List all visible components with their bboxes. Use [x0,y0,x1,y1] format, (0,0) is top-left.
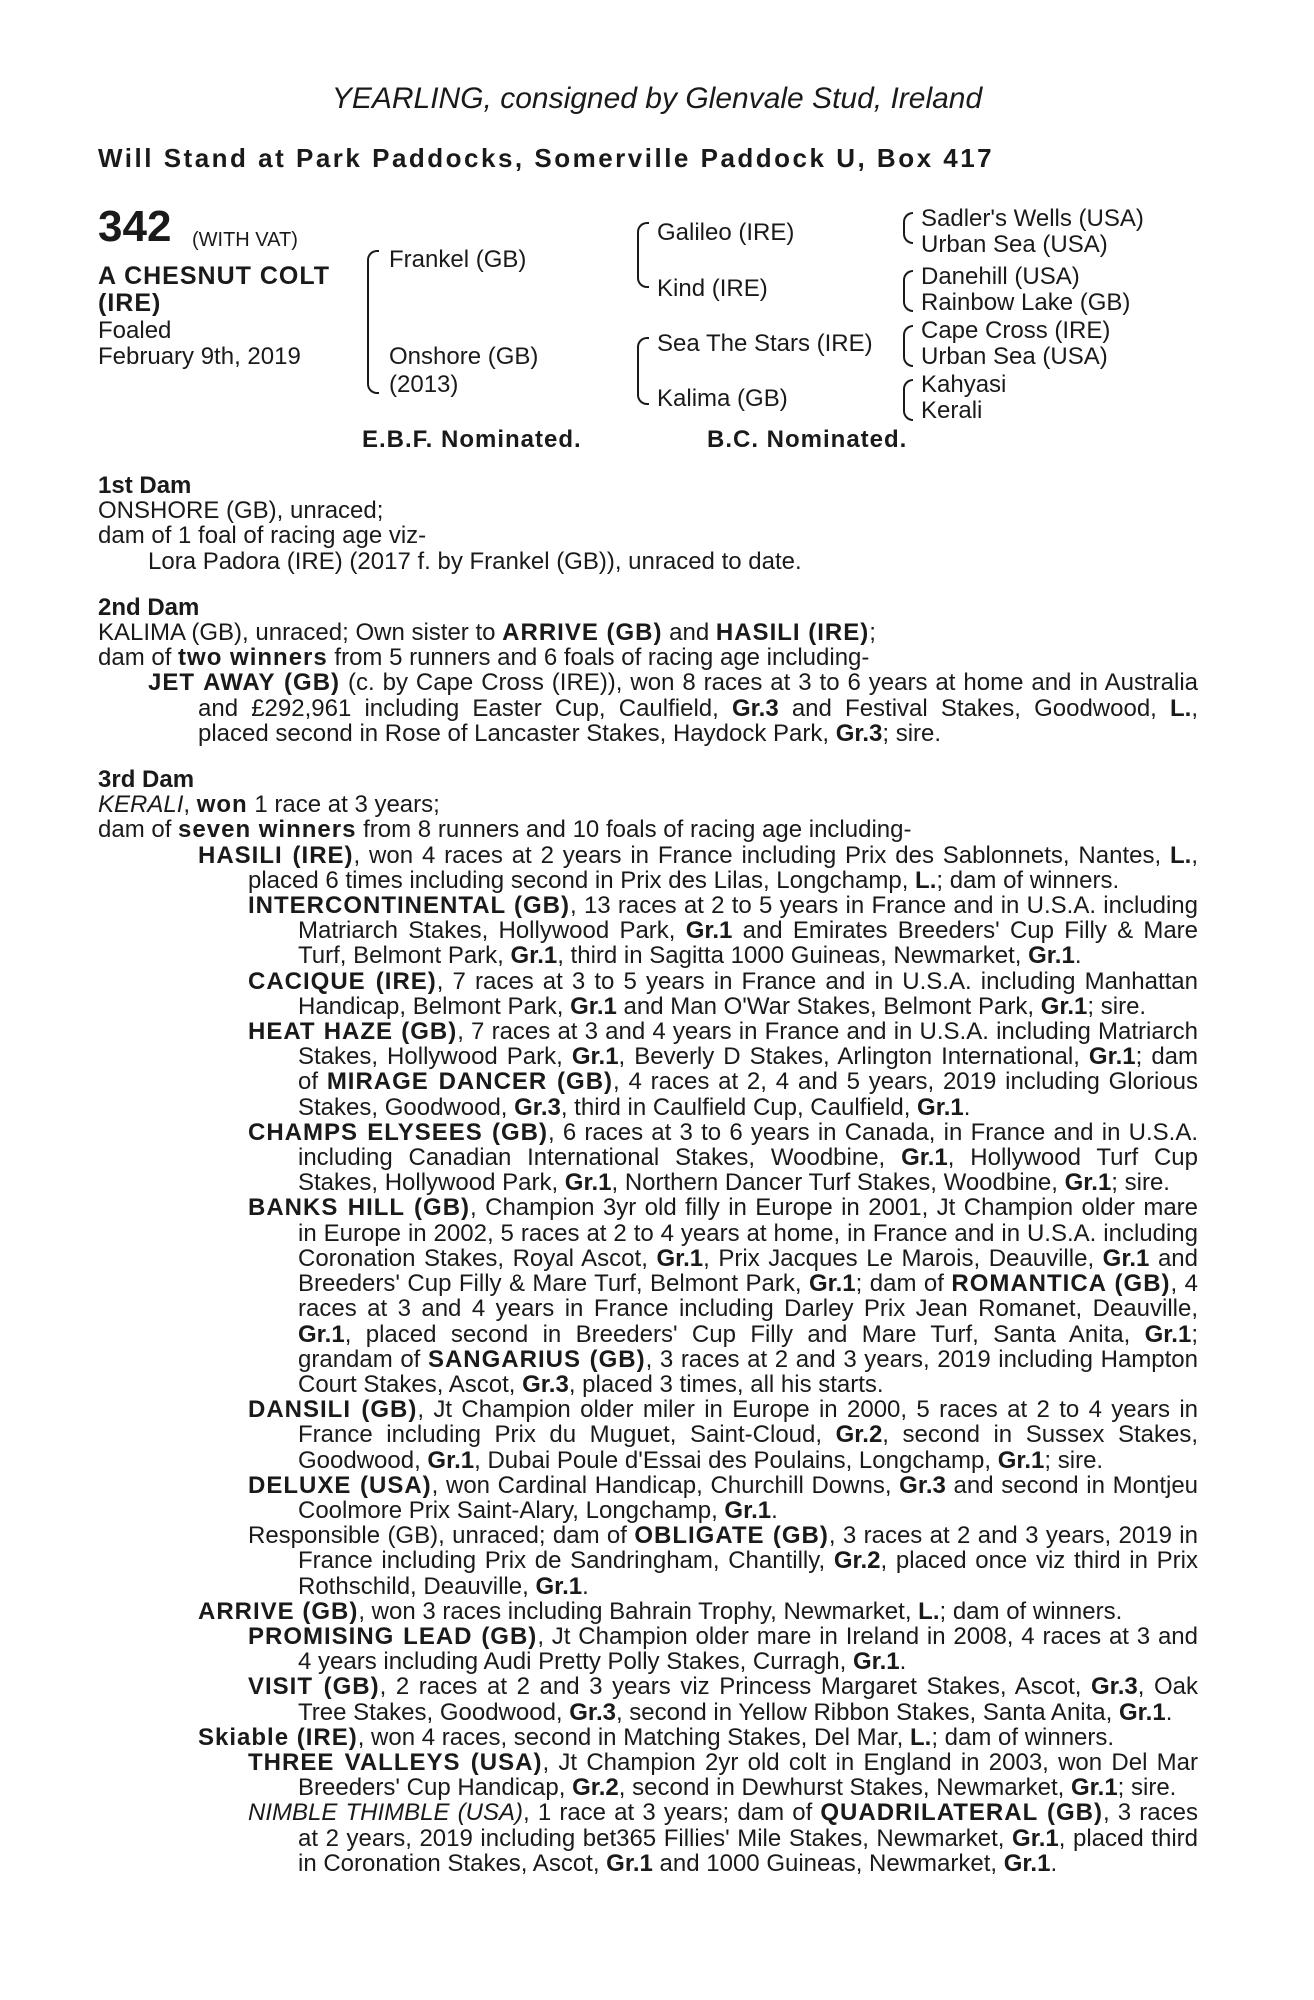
lot-description: A CHESNUT COLT [98,262,331,290]
sire-dam-bracket [367,250,379,394]
entry-skiable: Skiable (IRE), won 4 races, second in Matching Stakes, Del Mar, L.; dam of winners. [198,1723,1115,1751]
entry-intercontinental: INTERCONTINENTAL (GB), 13 races at 2 to 5 years in France and in U.S.A. including Matriarch Stakes, Hollywood Park, Gr.1 and Emirates Breeders' Cup Filly & Mare Turf, Belmont Park, Gr.1, third in Sagitta 1000 Guineas, Newmarket, Gr.1. [248,892,1199,970]
lot-origin: (IRE) [98,289,162,317]
second-dam-line1: KALIMA (GB), unraced; Own sister to ARRIVE (GB) and HASILI (IRE); [98,619,876,647]
sds: Danehill (USA) [921,263,1080,290]
vat-note: (WITH VAT) [192,229,298,251]
entry-nimble-thimble: NIMBLE THIMBLE (USA), 1 race at 3 years; dam of QUADRILATERAL (GB), 3 races at 2 years, 2019 including bet365 Fillies' Mile Stakes, Newmarket, Gr.1, placed third in Coronation Stakes, Ascot, Gr.1 and 1000 Guineas, Newmarket, Gr.1. [248,1799,1198,1877]
sdd: Rainbow Lake (GB) [921,289,1131,316]
kalima-bracket [903,379,913,421]
kind-bracket [903,270,913,312]
dsd: Urban Sea (USA) [921,343,1108,370]
galileo-bracket [903,212,913,244]
dam-parents-bracket [637,337,649,405]
first-dam-foal: Lora Padora (IRE) (2017 f. by Frankel (GB)), unraced to date. [148,547,802,575]
page-title: YEARLING, consigned by Glenvale Stud, Ireland [331,82,983,115]
dam-dam: Kalima (GB) [657,385,788,412]
dss: Cape Cross (IRE) [921,317,1111,344]
location-line: Will Stand at Park Paddocks, Somerville Paddock U, Box 417 [98,143,995,173]
ddd: Kerali [921,397,983,424]
sire-dam: Kind (IRE) [657,275,768,302]
entry-visit: VISIT (GB), 2 races at 2 and 3 years viz Princess Margaret Stakes, Ascot, Gr.3, Oak Tree Stakes, Goodwood, Gr.3, second in Yellow Ribbon Stakes, Santa Anita, Gr.1. [248,1673,1198,1726]
dam-name: Onshore (GB) [389,343,539,370]
entry-hasili: HASILI (IRE), won 4 races at 2 years in France including Prix des Sablonnets, Nantes, L., placed 6 times including second in Prix des Lilas, Longchamp, L.; dam of winners. [198,841,1199,894]
second-dam-heading: 2nd Dam [98,593,200,621]
third-dam-heading: 3rd Dam [98,766,195,794]
first-dam-heading: 1st Dam [98,472,192,499]
catalogue-body [98,473,1198,1876]
ebf-nominated: E.B.F. Nominated. [362,426,582,453]
foaled-label: Foaled [98,317,172,344]
entry-responsible: Responsible (GB), unraced; dam of OBLIGATE (GB), 3 races at 2 and 3 years, 2019 in France including Prix de Sandringham, Chantilly, Gr.2, placed once viz third in Prix Rothschild, Deauville, Gr.1. [248,1522,1198,1600]
third-dam-line2: dam of seven winners from 8 runners and 10 foals of racing age including- [98,816,912,844]
entry-arrive: ARRIVE (GB), won 3 races including Bahrain Trophy, Newmarket, L.; dam of winners. [198,1597,1123,1625]
dds: Kahyasi [921,371,1007,398]
entry-banks-hill: BANKS HILL (GB), Champion 3yr old filly in Europe in 2001, Jt Champion older mare in Europe in 2002, 5 races at 2 to 4 years at home, in France and in U.S.A. including Coronation Stakes, Royal Ascot, Gr.1, Prix Jacques Le Marois, Deauville, Gr.1 and Breeders' Cup Filly & Mare Turf, Belmont Park, Gr.1; dam of ROMANTICA (GB), 4 races at 3 and 4 years in France including Darley Prix Jean Romanet, Deauville, Gr.1, placed second in Breeders' Cup Filly and Mare Turf, Santa Anita, Gr.1; grandam of SANGARIUS (GB), 3 races at 2 and 3 years, 2019 including Hampton Court Stakes, Ascot, Gr.3, placed 3 times, all his starts. [248,1194,1199,1398]
entry-champs-elysees: CHAMPS ELYSEES (GB), 6 races at 3 to 6 years in Canada, in France and in U.S.A. including Canadian International Stakes, Woodbine, Gr.1, Hollywood Turf Cup Stakes, Hollywood Park, Gr.1, Northern Dancer Turf Stakes, Woodbine, Gr.1; sire. [248,1118,1199,1197]
sss: Sadler's Wells (USA) [921,205,1144,232]
bc-nominated: B.C. Nominated. [707,426,908,453]
sire-name: Frankel (GB) [389,246,527,273]
entry-deluxe: DELUXE (USA), won Cardinal Handicap, Churchill Downs, Gr.3 and second in Montjeu Coolmore Prix Saint-Alary, Longchamp, Gr.1. [248,1471,1199,1524]
dam-sire: Sea The Stars (IRE) [657,330,873,357]
entry-three-valleys: THREE VALLEYS (USA), Jt Champion 2yr old colt in England in 2003, won Del Mar Breeders' Cup Handicap, Gr.2, second in Dewhurst Stakes, Newmarket, Gr.1; sire. [248,1748,1199,1802]
entry-promising-lead: PROMISING LEAD (GB), Jt Champion older mare in Ireland in 2008, 4 races at 3 and 4 years including Audi Pretty Polly Stakes, Curragh, Gr.1. [248,1622,1199,1676]
entry-jet-away: JET AWAY (GB) (c. by Cape Cross (IRE)), won 8 races at 3 to 6 years at home and in Australia and £292,961 including Easter Cup, Caulfield, Gr.3 and Festival Stakes, Goodwood, L., placed second in Rose of Lancaster Stakes, Haydock Park, Gr.3; sire. [148,669,1199,747]
third-dam-line1: KERALI, won 1 race at 3 years; [98,791,440,819]
sire-parents-bracket [637,222,649,288]
entry-cacique: CACIQUE (IRE), 7 races at 3 to 5 years in France and in U.S.A. including Manhattan Handicap, Belmont Park, Gr.1 and Man O'War Stakes, Belmont Park, Gr.1; sire. [248,967,1198,1020]
first-dam-line1: ONSHORE (GB), unraced; [98,497,384,525]
entry-dansili: DANSILI (GB), Jt Champion older miler in Europe in 2000, 5 races at 2 to 4 years in France including Prix du Muguet, Saint-Cloud, Gr.2, second in Sussex Stakes, Goodwood, Gr.1, Dubai Poule d'Essai des Poulains, Longchamp, Gr.1; sire. [248,1396,1199,1474]
second-dam-line2: dam of two winners from 5 runners and 6 foals of racing age including- [98,644,870,672]
dam-year: (2013) [389,371,459,398]
ssd: Urban Sea (USA) [921,231,1108,258]
first-dam-line2: dam of 1 foal of racing age viz- [98,522,427,550]
foaled-date: February 9th, 2019 [98,343,301,370]
entry-heat-haze: HEAT HAZE (GB), 7 races at 3 and 4 years in France and in U.S.A. including Matriarch Stakes, Hollywood Park, Gr.1, Beverly D Stakes, Arlington International, Gr.1; dam of MIRAGE DANCER (GB), 4 races at 2, 4 and 5 years, 2019 including Glorious Stakes, Goodwood, Gr.3, third in Caulfield Cup, Caulfield, Gr.1. [248,1018,1199,1121]
lot-number: 342 [98,202,172,251]
seathestars-bracket [903,325,913,367]
sire-sire: Galileo (IRE) [657,219,795,246]
